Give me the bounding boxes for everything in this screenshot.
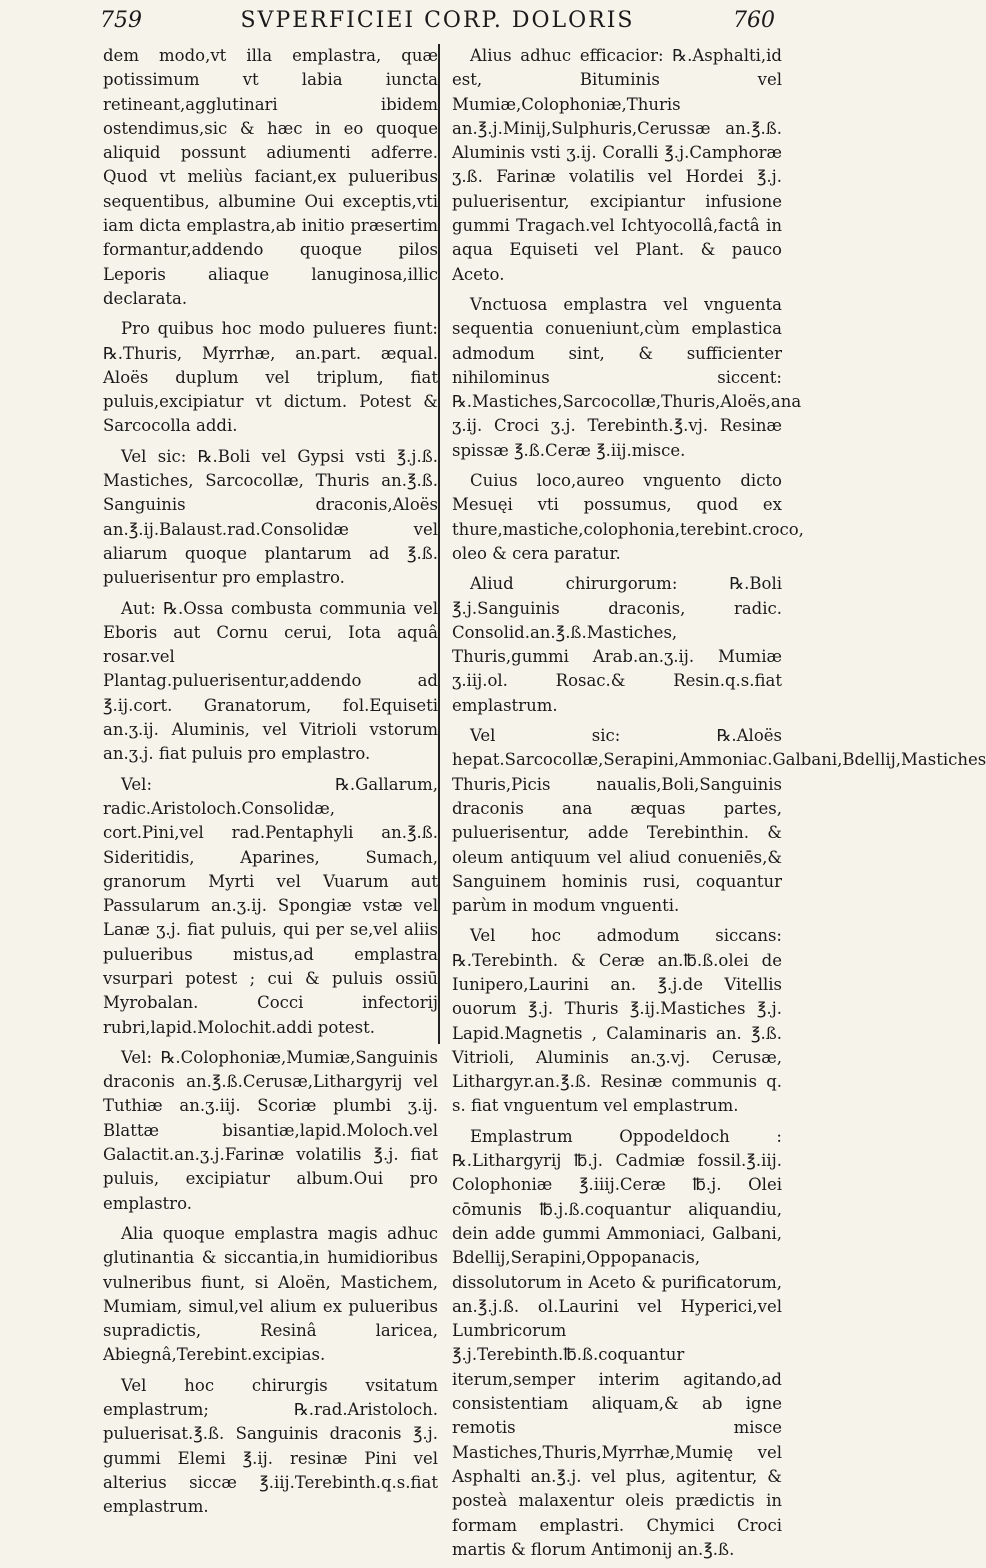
paragraph: Vel: ℞.Colophoniæ,Mumiæ,Sanguinis draconis an.℥.ß.Cerusæ,Lithargyrij vel Tuthiæ an.ʒ.iij. Scoriæ plumbi ʒ.ij. Blattæ bisantiæ,lapid.Moloch.vel Galactit.an.ʒ.j.Farinæ volatilis ℥.j. fiat puluis, excipiatur album.Oui pro emplastro. — [103, 1047, 438, 1213]
paragraph: Alia quoque emplastra magis adhuc glutinantia & siccantia,in humidioribus vulneribus fiunt, si Aloën, Mastichem, Mumiam, simul,vel alium ex pulueribus supradictis, Resinâ laricea, Abiegnâ,Terebint.excipias. — [103, 1223, 438, 1365]
paragraph: dem modo,vt illa emplastra, quæ potissimum vt labia iuncta retineant,agglutinari ibidem ostendimus,sic & hæc in eo quoque aliquid possunt adiumenti adferre. Quod vt meliùs faciant,ex pulueribus sequentibus, albumine Oui exceptis,vti iam dicta emplastra,ab initio præsertim formantur,addendo quoque pilos Leporis aliaque lanuginosa,illic declarata. — [103, 46, 438, 308]
left-column — [103, 44, 438, 1526]
paragraph: Pro quibus hoc modo pulueres fiunt: ℞.Thuris, Myrrhæ, an.part. æqual. Aloës duplum vel triplum, fiat puluis,excipiatur vt dictum. Potest & Sarcocolla addi. — [103, 319, 438, 436]
page-header — [100, 0, 775, 40]
paragraph: Vel sic: ℞.Aloës hepat.Sarcocollæ,Serapini,Ammoniac.Galbani,Bdellij,Mastiches Thuris,Picis naualis,Boli,Sanguinis draconis ana æquas partes, puluerisentur, adde Terebinthin. & oleum antiquum vel aliud conueniēs,& Sanguinem hominis rusi, coquantur parùm in modum vnguenti. — [452, 726, 986, 916]
right-page-number: 760 — [733, 7, 775, 33]
paragraph: Vel: ℞.Gallarum, radic.Aristoloch.Consolidæ, cort.Pini,vel rad.Pentaphyli an.℥.ß. Sideritidis, Aparines, Sumach, granorum Myrti vel Vuarum aut Passularum an.ʒ.ij. Spongiæ vstæ vel Lanæ ʒ.j. fiat puluis, qui per se,vel aliis pulueribus mistus,ad emplastra vsurpari potest ; cui & puluis ossiū Myrobalan. Cocci infectorij rubri,lapid.Molochit.addi potest. — [103, 774, 438, 1037]
left-page-number: 759 — [100, 7, 142, 33]
paragraph: Alius adhuc efficacior: ℞.Asphalti,id est, Bituminis vel Mumiæ,Colophoniæ,Thuris an.℥.j.Minij,Sulphuris,Cerussæ an.℥.ß. Aluminis vsti ʒ.ij. Coralli ℥.j.Camphoræ ʒ.ß. Farinæ volatilis vel Hordei ℥.j. puluerisentur, excipiantur infusione gummi Tragach.vel Ichtyocollâ,factâ in aqua Equiseti vel Plant. & pauco Aceto. — [452, 46, 782, 284]
paragraph: Emplastrum Oppodeldoch : ℞.Lithargyrij ℔.j. Cadmiæ fossil.℥.iij. Colophoniæ ℥.iiij.Ceræ ℔.j. Olei cōmunis ℔.j.ß.coquantur aliquandiu, dein adde gummi Ammoniaci, Galbani, Bdellij,Serapini,Oppopanacis, dissolutorum in Aceto & purificatorum, an.℥.j.ß. ol.Laurini vel Hyperici,vel Lumbricorum ℥.j.Terebinth.℔.ß.coquantur iterum,semper interim agitando,ad consistentiam aliquam,& ab igne remotis misce Mastiches,Thuris,Myrrhæ,Mumię vel Asphalti an.℥.j. vel plus, agitentur, & posteà malaxentur oleis prædictis in formam emplastri. Chymici Croci martis & florum Antimonij an.℥.ß. — [452, 1126, 782, 1559]
right-column — [452, 44, 986, 1568]
paragraph: Vel hoc chirurgis vsitatum emplastrum; ℞.rad.Aristoloch. puluerisat.℥.ß. Sanguinis draconis ℥.j. gummi Elemi ℥.ij. resinæ Pini vel alterius siccæ ℥.iij.Terebinth.q.s.fiat emplastrum. — [103, 1375, 438, 1517]
paragraph: Vnctuosa emplastra vel vnguenta sequentia conueniunt,cùm emplastica admodum sint, & sufficienter nihilominus siccent: ℞.Mastiches,Sarcocollæ,Thuris,Aloës,ana ʒ.ij. Croci ʒ.j. Terebinth.℥.vj. Resinæ spissæ ℥.ß.Ceræ ℥.iij.misce. — [452, 294, 802, 460]
paragraph: Aliud chirurgorum: ℞.Boli ℥.j.Sanguinis draconis, radic. Consolid.an.℥.ß.Mastiches, Thuris,gummi Arab.an.ʒ.ij. Mumiæ ʒ.iij.ol. Rosac.& Resin.q.s.fiat emplastrum. — [452, 574, 782, 715]
column-divider — [438, 44, 440, 1044]
paragraph: Vel hoc admodum siccans: ℞.Terebinth. & Ceræ an.℔.ß.olei de Iunipero,Laurini an. ℥.j.de Vitellis ouorum ℥.j. Thuris ℥.ij.Mastiches ℥.j. Lapid.Magnetis , Calaminaris an. ℥.ß. Vitrioli, Aluminis an.ʒ.vj. Cerusæ, Lithargyr.an.℥.ß. Resinæ communis q. s. fiat vnguentum vel emplastrum. — [452, 926, 782, 1116]
running-title: SVPERFICIEI CORP. DOLORIS — [240, 7, 635, 33]
paragraph: Aut: ℞.Ossa combusta communia vel Eboris aut Cornu cerui, Iota aquâ rosar.vel Plantag.puluerisentur,addendo ad ℥.ij.cort. Granatorum, fol.Equiseti an.ʒ.ij. Aluminis, vel Vitrioli vstorum an.ʒ.j. fiat puluis pro emplastro. — [103, 598, 438, 764]
paragraph: Cuius loco,aureo vnguento dicto Mesuęi vti possumus, quod ex thure,mastiche,colophonia,terebint.croco, oleo & cera paratur. — [452, 471, 804, 563]
paragraph: Vel sic: ℞.Boli vel Gypsi vsti ℥.j.ß. Mastiches, Sarcocollæ, Thuris an.℥.ß. Sanguinis draconis,Aloës an.℥.ij.Balaust.rad.Consolidæ vel aliarum quoque plantarum ad ℥.ß. puluerisentur pro emplastro. — [103, 446, 438, 588]
